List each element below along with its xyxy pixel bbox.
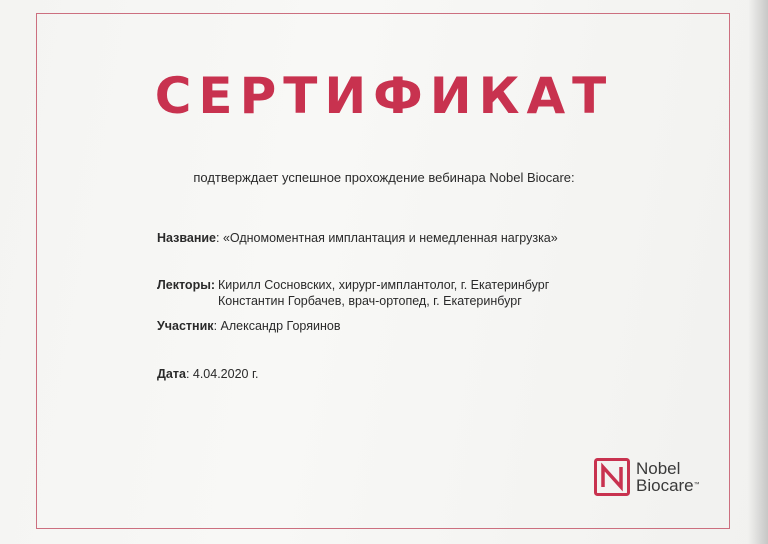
certificate-subtitle: подтверждает успешное прохождение вебинара Nobel Biocare: (193, 170, 575, 185)
logo-line-biocare (636, 477, 700, 494)
logo-trademark: ™ (693, 482, 700, 488)
webinar-name-row (157, 231, 558, 245)
webinar-name-value: : «Одномоментная имплантация и немедленная нагрузка» (216, 231, 558, 245)
nobel-biocare-n-icon (594, 458, 630, 496)
logo-line-nobel: Nobel (636, 459, 681, 478)
participant-value: : Александр Горяинов (213, 319, 341, 333)
certificate-title: СЕРТИФИКАТ (154, 67, 614, 125)
participant-row (157, 319, 340, 333)
date-row (157, 367, 258, 381)
page-edge-shadow (748, 0, 768, 544)
lecturer-item: Константин Горбачев, врач-ортопед, г. Екатеринбург (218, 294, 522, 308)
nobel-biocare-logo (594, 458, 714, 498)
participant-label: Участник (157, 319, 214, 333)
lecturers-list (218, 277, 549, 309)
webinar-name-label: Название (157, 231, 217, 245)
logo-text (636, 460, 700, 494)
logo-line-biocare-text: Biocare (636, 476, 694, 495)
lecturers-label: Лекторы: (157, 278, 216, 292)
date-label: Дата (157, 367, 186, 381)
lecturer-item: Кирилл Сосновских, хирург-имплантолог, г. Екатеринбург (218, 278, 550, 292)
date-value: : 4.04.2020 г. (185, 367, 259, 381)
